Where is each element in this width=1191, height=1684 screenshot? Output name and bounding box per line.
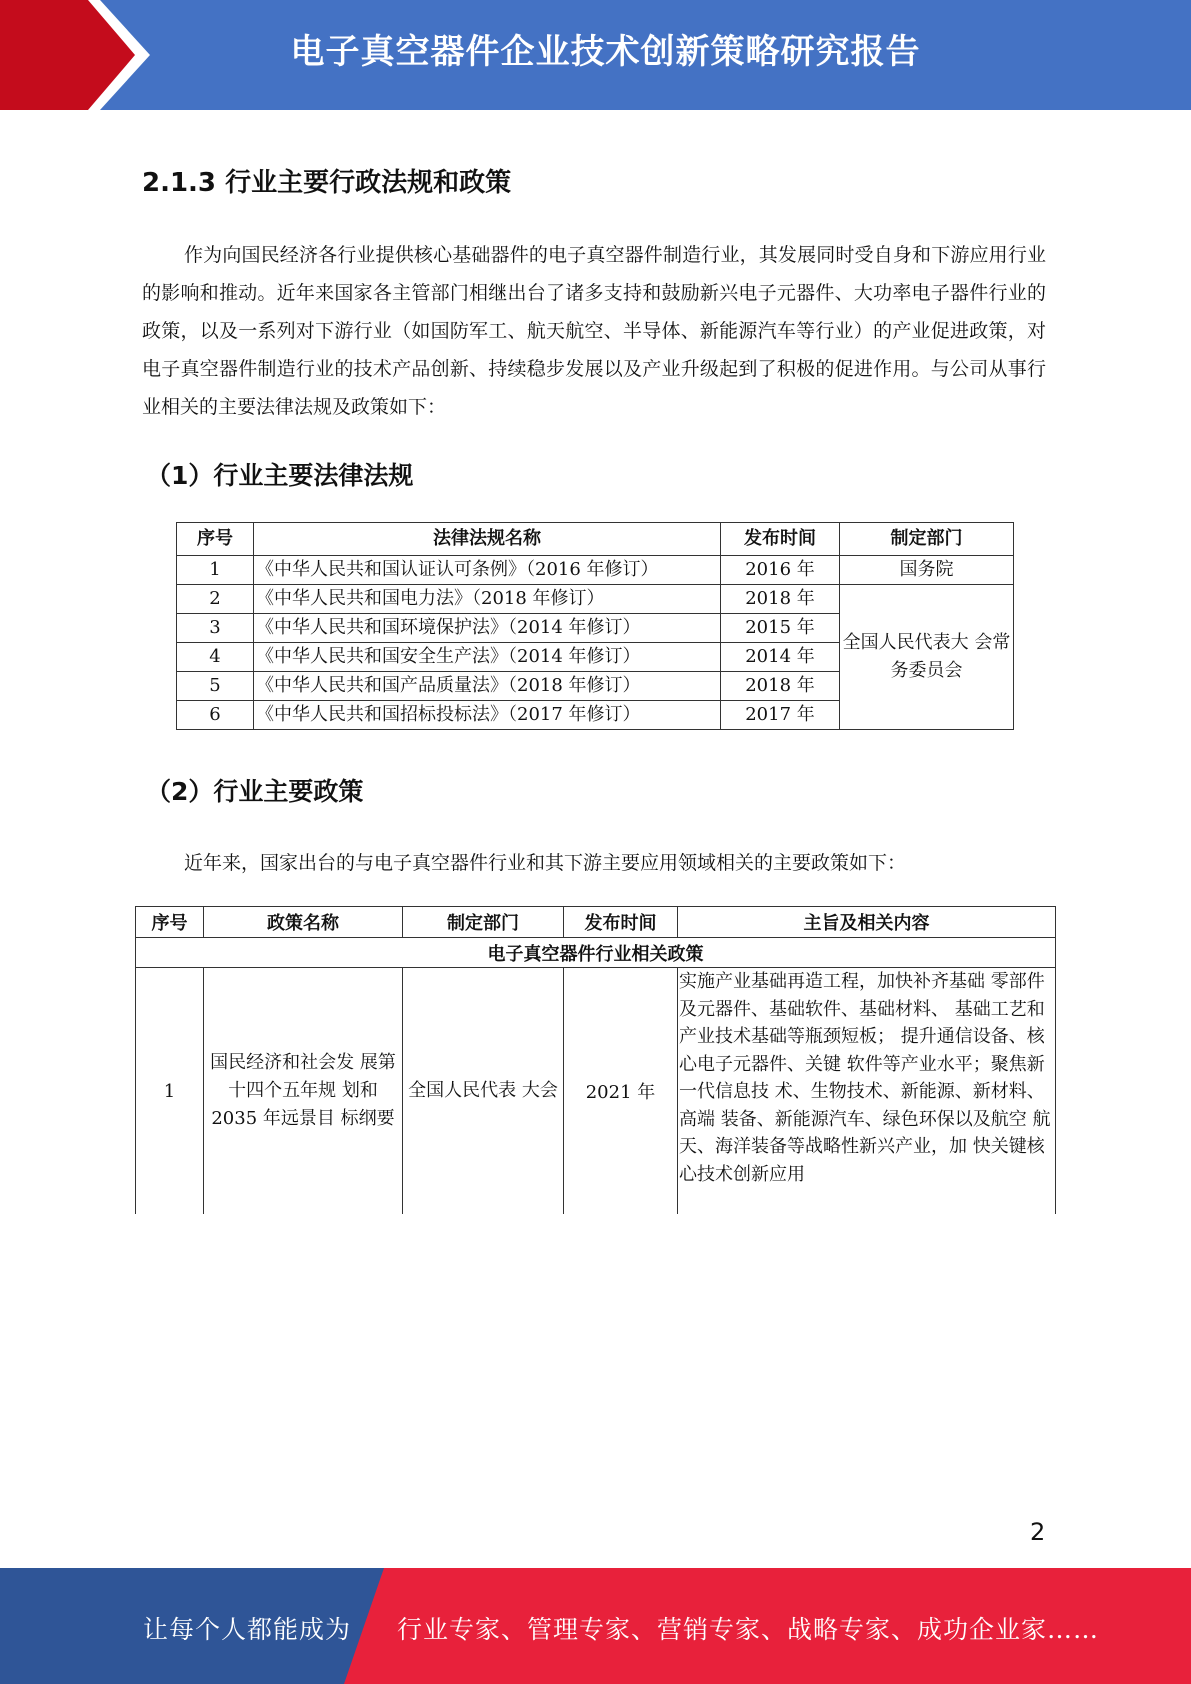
policy-dept: 全国人民代表 大会 <box>403 968 564 1215</box>
section-title: 2.1.3 行业主要行政法规和政策 <box>142 168 512 198</box>
row-no: 6 <box>177 701 254 730</box>
group-row <box>136 938 1056 968</box>
row-no: 1 <box>136 968 204 1215</box>
page-footer <box>0 1568 1191 1684</box>
law-date: 2015 年 <box>721 614 840 643</box>
law-date: 2017 年 <box>721 701 840 730</box>
col-header-no: 序号 <box>136 907 204 938</box>
row-no: 2 <box>177 585 254 614</box>
law-name: 《中华人民共和国电力法》（2018 年修订） <box>254 585 721 614</box>
col-header-dept: 制定部门 <box>403 907 564 938</box>
group-label: 电子真空器件行业相关政策 <box>136 938 1056 968</box>
table-row <box>136 968 1056 1215</box>
report-title: 电子真空器件企业技术创新策略研究报告 <box>290 32 921 72</box>
policy-content: 实施产业基础再造工程，加快补齐基础 零部件及元器件、基础软件、基础材料、 基础工艺和产业技术基础等瓶颈短板； 提升通信设备、核心电子元器件、关键 软件等产业水平；聚焦新一代信息技 术、生物技术、新能源、新材料、高端 装备、新能源汽车、绿色环保以及航空 航天、海洋装备等战略性新兴产业，加 快关键核心技术创新应用 <box>678 968 1056 1215</box>
policy-date: 2021 年 <box>564 968 678 1215</box>
laws-header-row <box>177 523 1014 556</box>
law-name: 《中华人民共和国招标投标法》（2017 年修订） <box>254 701 721 730</box>
policies-header-row <box>136 907 1056 938</box>
law-date: 2018 年 <box>721 585 840 614</box>
col-header-no: 序号 <box>177 523 254 556</box>
intro-paragraph: 作为向国民经济各行业提供核心基础器件的电子真空器件制造行业，其发展同时受自身和下游应用行业的影响和推动。近年来国家各主管部门相继出台了诸多支持和鼓励新兴电子元器件、大功率电子器件行业的政策，以及一系列对下游行业（如国防军工、航天航空、半导体、新能源汽车等行业）的产业促进政策，对电子真空器件制造行业的技术产品创新、持续稳步发展以及产业升级起到了积极的促进作用。与公司从事行业相关的主要法律法规及政策如下： <box>142 244 1046 418</box>
row-no: 1 <box>177 556 254 585</box>
col-header-date: 发布时间 <box>721 523 840 556</box>
laws-table <box>176 522 1014 730</box>
col-header-content: 主旨及相关内容 <box>678 907 1056 938</box>
law-date: 2016 年 <box>721 556 840 585</box>
page-number: 2 <box>1030 1518 1046 1546</box>
policies-subtitle: （2）行业主要政策 <box>146 777 364 806</box>
law-name: 《中华人民共和国环境保护法》（2014 年修订） <box>254 614 721 643</box>
policies-table <box>135 906 1056 1214</box>
row-no: 4 <box>177 643 254 672</box>
col-header-date: 发布时间 <box>564 907 678 938</box>
law-dept: 国务院 <box>840 556 1014 585</box>
row-no: 3 <box>177 614 254 643</box>
table-row <box>177 556 1014 585</box>
page-header <box>0 0 1191 110</box>
policy-name: 国民经济和社会发 展第十四个五年规 划和 2035 年远景目 标纲要 <box>204 968 403 1215</box>
col-header-name: 政策名称 <box>204 907 403 938</box>
law-dept: 全国人民代表大 会常务委员会 <box>840 585 1014 730</box>
laws-subtitle: （1）行业主要法律法规 <box>146 461 414 490</box>
law-date: 2018 年 <box>721 672 840 701</box>
footer-slogan-left: 让每个人都能成为 <box>143 1615 352 1644</box>
footer-slogan-right: 行业专家、管理专家、营销专家、战略专家、成功企业家…… <box>397 1615 1100 1644</box>
law-name: 《中华人民共和国安全生产法》（2014 年修订） <box>254 643 721 672</box>
policies-intro: 近年来，国家出台的与电子真空器件行业和其下游主要应用领域相关的主要政策如下： <box>184 852 907 874</box>
col-header-dept: 制定部门 <box>840 523 1014 556</box>
row-no: 5 <box>177 672 254 701</box>
law-name: 《中华人民共和国认证认可条例》（2016 年修订） <box>254 556 721 585</box>
law-name: 《中华人民共和国产品质量法》（2018 年修订） <box>254 672 721 701</box>
table-row <box>177 585 1014 614</box>
col-header-name: 法律法规名称 <box>254 523 721 556</box>
law-date: 2014 年 <box>721 643 840 672</box>
